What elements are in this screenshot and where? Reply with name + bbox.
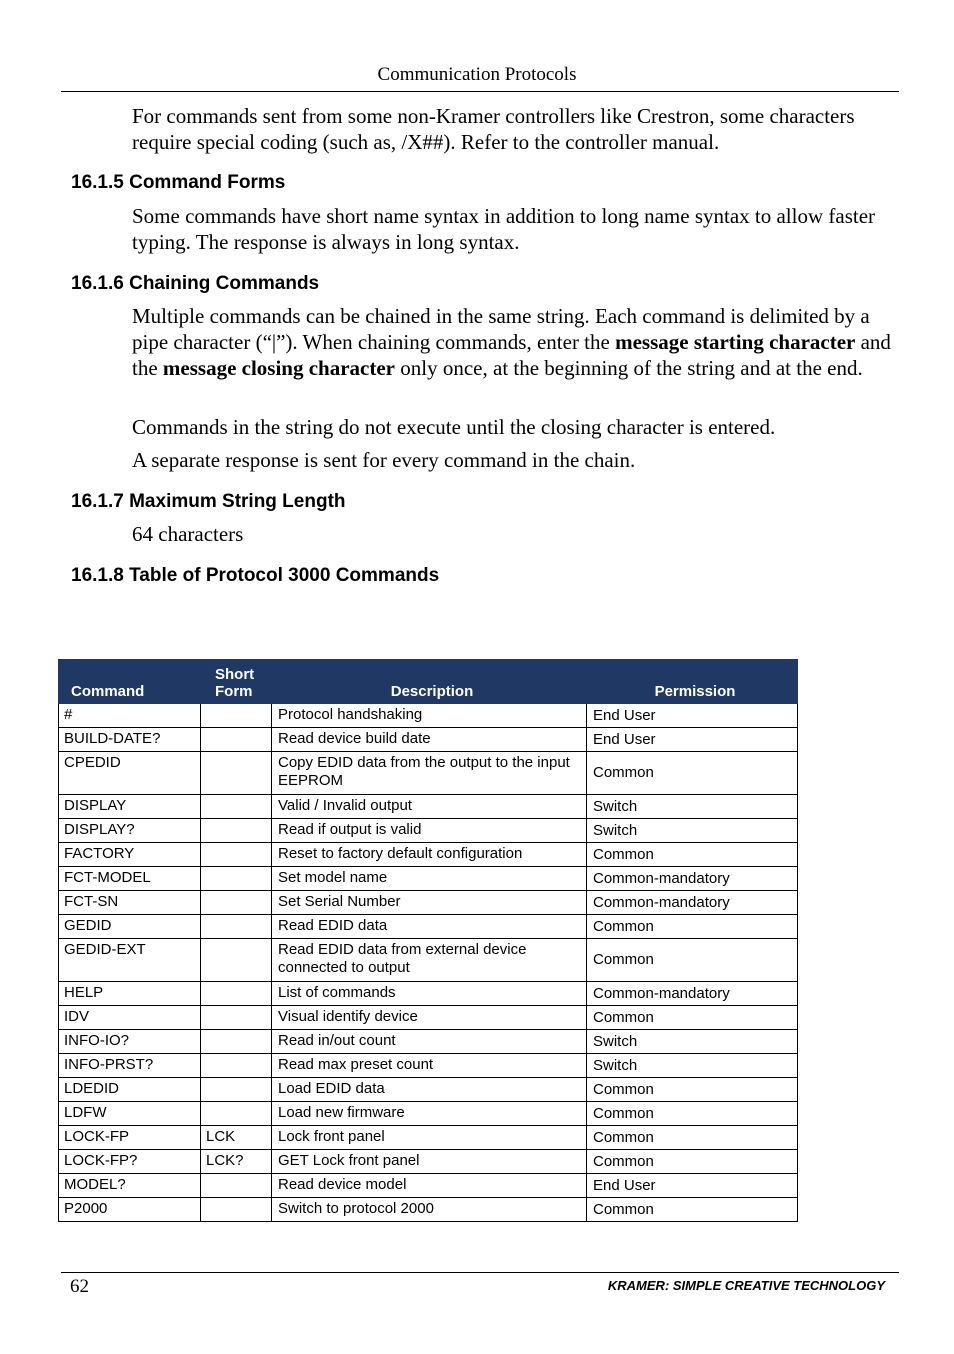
protocol-commands-table [58, 659, 798, 1222]
cell-permission: Common-mandatory [587, 982, 798, 1006]
cell-description: Load EDID data [272, 1078, 587, 1102]
heading-title: Chaining Commands [129, 273, 320, 294]
heading-max-string-length [71, 491, 346, 513]
cell-short-form [201, 1006, 272, 1030]
heading-title: Command Forms [129, 172, 286, 193]
cell-command: INFO-PRST? [59, 1054, 201, 1078]
cell-short-form [201, 915, 272, 939]
table-row [59, 1030, 798, 1054]
cell-description: Read device model [272, 1174, 587, 1198]
cell-description: Read max preset count [272, 1054, 587, 1078]
cell-permission: End User [587, 704, 798, 728]
cell-description: Protocol handshaking [272, 704, 587, 728]
cell-description: Valid / Invalid output [272, 795, 587, 819]
cell-command: LOCK-FP? [59, 1150, 201, 1174]
cell-short-form [201, 1078, 272, 1102]
cell-command: INFO-IO? [59, 1030, 201, 1054]
cell-short-form [201, 1030, 272, 1054]
table-row [59, 795, 798, 819]
table-header-row [59, 660, 798, 704]
chaining-text-a: Multiple commands can be chained in the same string. Each command is delimited by a pipe character (“|”). When chaining commands, enter the [132, 304, 870, 354]
cell-command: FCT-SN [59, 891, 201, 915]
cell-command: BUILD-DATE? [59, 728, 201, 752]
header-rule [61, 91, 899, 92]
cell-short-form [201, 1174, 272, 1198]
cell-description: GET Lock front panel [272, 1150, 587, 1174]
chaining-paragraph-3: A separate response is sent for every command in the chain. [132, 448, 636, 472]
heading-protocol-table [71, 565, 439, 587]
heading-title: Maximum String Length [129, 491, 346, 512]
cell-permission: Common-mandatory [587, 867, 798, 891]
chaining-text-b: and the [132, 330, 891, 380]
cell-permission: Switch [587, 1030, 798, 1054]
cell-permission: Switch [587, 795, 798, 819]
table-row [59, 1150, 798, 1174]
cell-short-form [201, 704, 272, 728]
cell-short-form [201, 1054, 272, 1078]
cell-description: Read if output is valid [272, 819, 587, 843]
cell-description: Lock front panel [272, 1126, 587, 1150]
cell-command: CPEDID [59, 752, 201, 795]
cell-short-form [201, 843, 272, 867]
heading-number: 16.1.8 [71, 565, 124, 586]
cell-command: DISPLAY [59, 795, 201, 819]
heading-chaining-commands [71, 273, 319, 295]
table-row [59, 843, 798, 867]
cell-command: GEDID [59, 915, 201, 939]
table-row [59, 891, 798, 915]
cell-command: FACTORY [59, 843, 201, 867]
cell-permission: Common [587, 915, 798, 939]
cell-description: Load new firmware [272, 1102, 587, 1126]
table-row [59, 1126, 798, 1150]
cell-permission: Common-mandatory [587, 891, 798, 915]
cell-short-form [201, 982, 272, 1006]
table-row [59, 1198, 798, 1222]
cell-short-form [201, 1102, 272, 1126]
cell-description: Read EDID data from external device connected to output [272, 939, 587, 982]
cell-command: DISPLAY? [59, 819, 201, 843]
page-number: 62 [70, 1276, 89, 1297]
max-length-paragraph: 64 characters [132, 522, 244, 546]
cell-command: P2000 [59, 1198, 201, 1222]
table-row [59, 1054, 798, 1078]
cell-short-form [201, 939, 272, 982]
cell-permission: Common [587, 752, 798, 795]
table-row [59, 982, 798, 1006]
cell-command: LDFW [59, 1102, 201, 1126]
heading-number: 16.1.6 [71, 273, 124, 294]
chaining-bold-start: message starting character [615, 330, 856, 354]
cell-description: Copy EDID data from the output to the input EEPROM [272, 752, 587, 795]
cell-permission: Common [587, 1150, 798, 1174]
cell-permission: Switch [587, 819, 798, 843]
cell-command: # [59, 704, 201, 728]
table-row [59, 939, 798, 982]
table-row [59, 819, 798, 843]
cell-description: Set model name [272, 867, 587, 891]
cell-description: Read in/out count [272, 1030, 587, 1054]
cell-description: Visual identify device [272, 1006, 587, 1030]
cell-permission: Common [587, 939, 798, 982]
cell-command: LDEDID [59, 1078, 201, 1102]
cell-short-form: LCK? [201, 1150, 272, 1174]
chaining-paragraph [132, 303, 894, 381]
cell-short-form [201, 891, 272, 915]
heading-number: 16.1.7 [71, 491, 124, 512]
chaining-text-c: only once, at the beginning of the string and at the end. [395, 356, 863, 380]
command-forms-paragraph: Some commands have short name syntax in addition to long name syntax to allow faster typing. The response is always in long syntax. [132, 204, 876, 254]
cell-command: FCT-MODEL [59, 867, 201, 891]
header-description: Description [272, 660, 587, 704]
cell-short-form: LCK [201, 1126, 272, 1150]
table-row [59, 1006, 798, 1030]
cell-description: List of commands [272, 982, 587, 1006]
cell-command: LOCK-FP [59, 1126, 201, 1150]
cell-permission: End User [587, 728, 798, 752]
table-row [59, 867, 798, 891]
header-short-form [201, 660, 272, 704]
cell-short-form [201, 867, 272, 891]
cell-description: Reset to factory default configuration [272, 843, 587, 867]
cell-command: IDV [59, 1006, 201, 1030]
cell-description: Switch to protocol 2000 [272, 1198, 587, 1222]
cell-short-form [201, 728, 272, 752]
chaining-paragraph-2: Commands in the string do not execute until the closing character is entered. [132, 415, 776, 439]
cell-command: GEDID-EXT [59, 939, 201, 982]
cell-permission: End User [587, 1174, 798, 1198]
cell-short-form [201, 752, 272, 795]
cell-permission: Common [587, 1126, 798, 1150]
cell-short-form [201, 1198, 272, 1222]
table-row [59, 752, 798, 795]
cell-permission: Common [587, 1078, 798, 1102]
cell-description: Read device build date [272, 728, 587, 752]
cell-short-form [201, 795, 272, 819]
table-row [59, 728, 798, 752]
cell-permission: Common [587, 843, 798, 867]
footer-brand: KRAMER: SIMPLE CREATIVE TECHNOLOGY [607, 1278, 885, 1293]
running-header: Communication Protocols [377, 64, 577, 85]
intro-paragraph: For commands sent from some non-Kramer controllers like Crestron, some characters require special coding (such as, /X##). Refer to the controller manual. [132, 104, 855, 154]
cell-description: Set Serial Number [272, 891, 587, 915]
header-command: Command [59, 660, 201, 704]
table-row [59, 1078, 798, 1102]
cell-command: HELP [59, 982, 201, 1006]
heading-command-forms [71, 172, 285, 194]
header-permission: Permission [587, 660, 798, 704]
cell-permission: Common [587, 1006, 798, 1030]
cell-permission: Common [587, 1102, 798, 1126]
cell-command: MODEL? [59, 1174, 201, 1198]
cell-description: Read EDID data [272, 915, 587, 939]
table-row [59, 915, 798, 939]
table-row [59, 1174, 798, 1198]
heading-number: 16.1.5 [71, 172, 124, 193]
heading-title: Table of Protocol 3000 Commands [129, 565, 440, 586]
table-row [59, 1102, 798, 1126]
chaining-bold-close: message closing character [162, 356, 396, 380]
table-row [59, 704, 798, 728]
cell-permission: Common [587, 1198, 798, 1222]
header-short-form-line2: Form [215, 683, 253, 700]
footer-rule [61, 1272, 899, 1273]
header-short-form-line1: Short [215, 666, 255, 683]
cell-short-form [201, 819, 272, 843]
cell-permission: Switch [587, 1054, 798, 1078]
